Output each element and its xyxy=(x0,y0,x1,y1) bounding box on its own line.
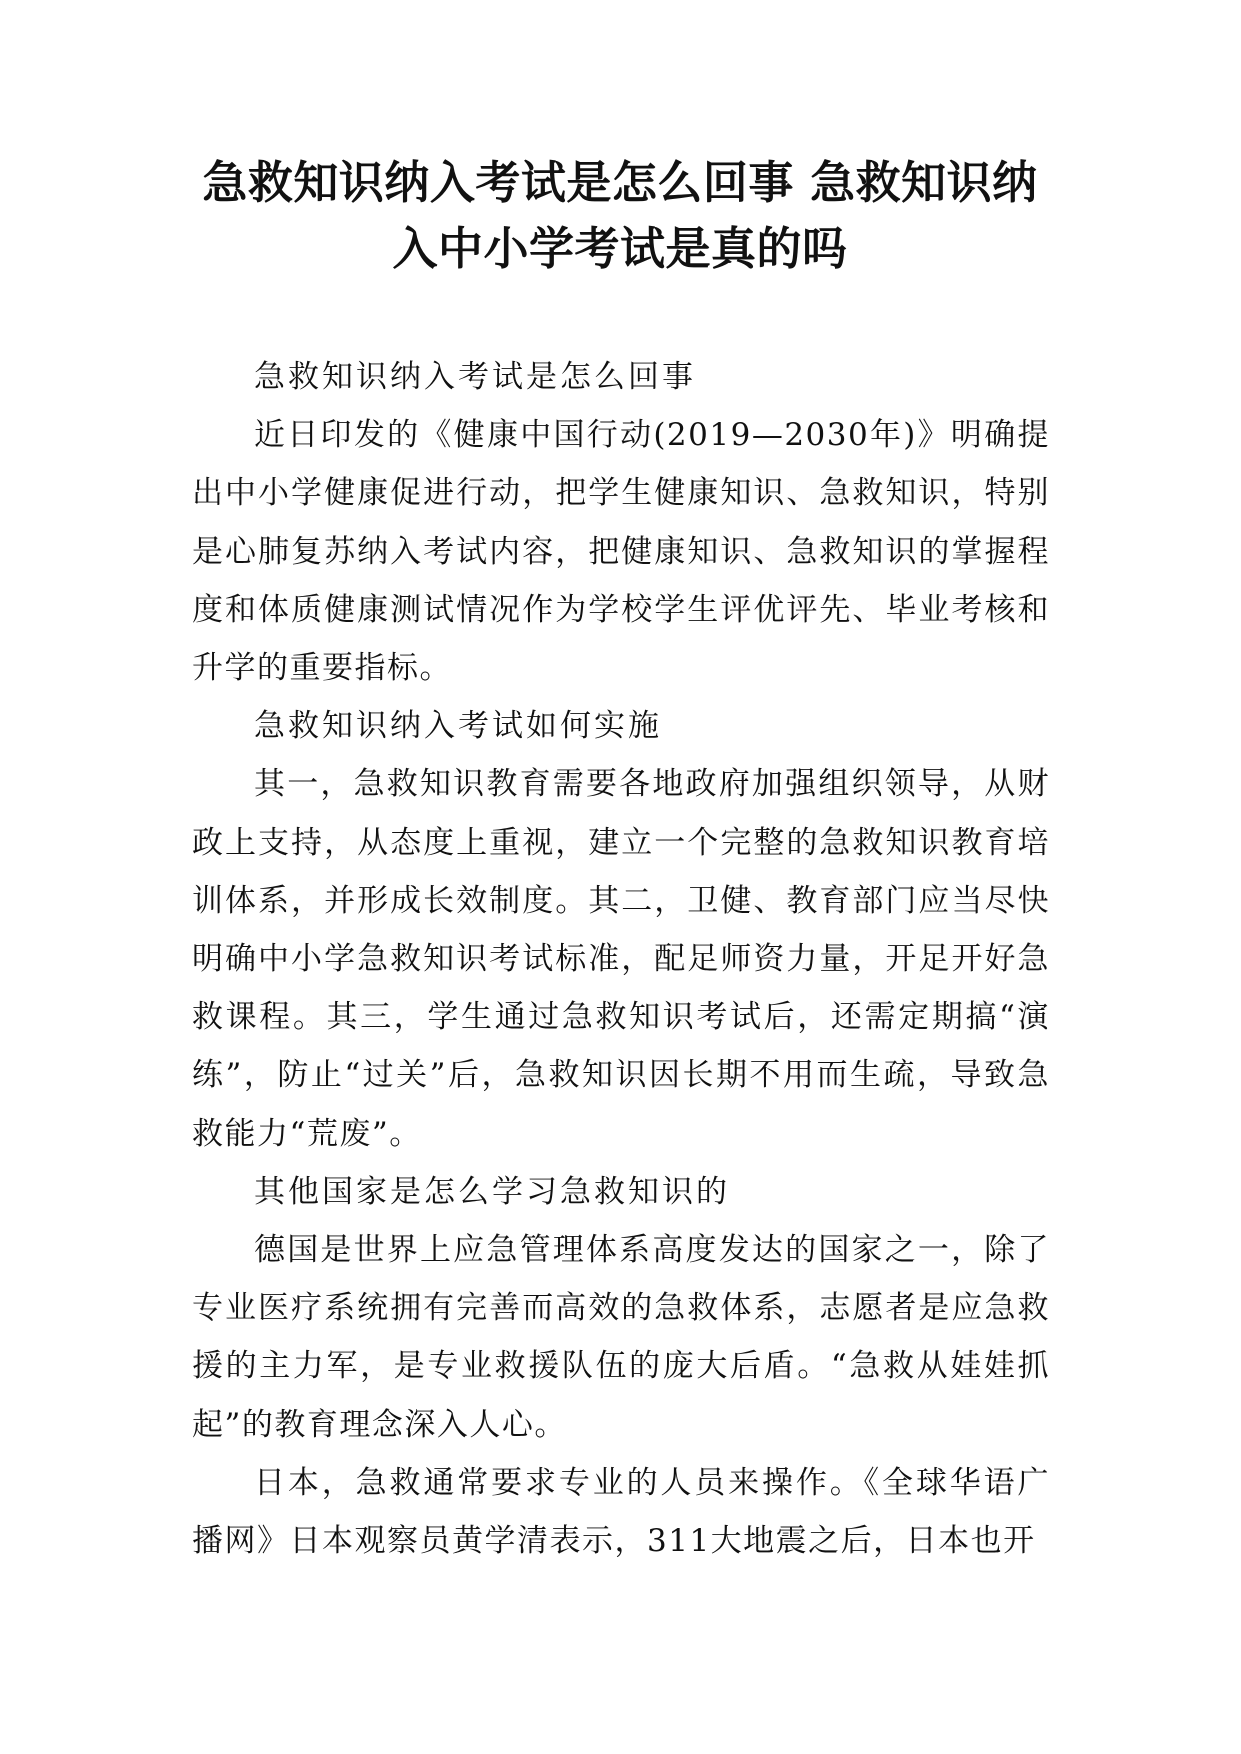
document-body xyxy=(192,348,1050,1570)
body-paragraph: 其一，急救知识教育需要各地政府加强组织领导，从财政上支持，从态度上重视，建立一个完整的急救知识教育培训体系，并形成长效制度。其二，卫健、教育部门应当尽快明确中小学急救知识考试标准，配足师资力量，开足开好急救课程。其三，学生通过急救知识考试后，还需定期搞“演练”，防止“过关”后，急救知识因长期不用而生疏，导致急救能力“荒废”。 xyxy=(192,766,1050,1152)
body-paragraph: 德国是世界上应急管理体系高度发达的国家之一，除了专业医疗系统拥有完善而高效的急救体系，志愿者是应急救援的主力军，是专业救援队伍的庞大后盾。“急救从娃娃抓起”的教育理念深入人心。 xyxy=(192,1232,1050,1443)
section-heading: 其他国家是怎么学习急救知识的 xyxy=(254,1173,730,1210)
section-heading: 急救知识纳入考试是怎么回事 xyxy=(254,359,696,395)
document-title: 急救知识纳入考试是怎么回事 急救知识纳入中小学考试是真的吗 xyxy=(202,156,1038,275)
section-heading: 急救知识纳入考试如何实施 xyxy=(254,708,662,745)
body-paragraph: 日本，急救通常要求专业的人员来操作。《全球华语广播网》日本观察员黄学清表示，311大地震之后，日本也开 xyxy=(192,1464,1050,1560)
body-paragraph: 近日印发的《健康中国行动(2019—2030年)》明确提出中小学健康促进行动，把学生健康知识、急救知识，特别是心肺复苏纳入考试内容，把健康知识、急救知识的掌握程度和体质健康测试情况作为学校学生评优评先、毕业考核和升学的重要指标。 xyxy=(192,417,1050,687)
